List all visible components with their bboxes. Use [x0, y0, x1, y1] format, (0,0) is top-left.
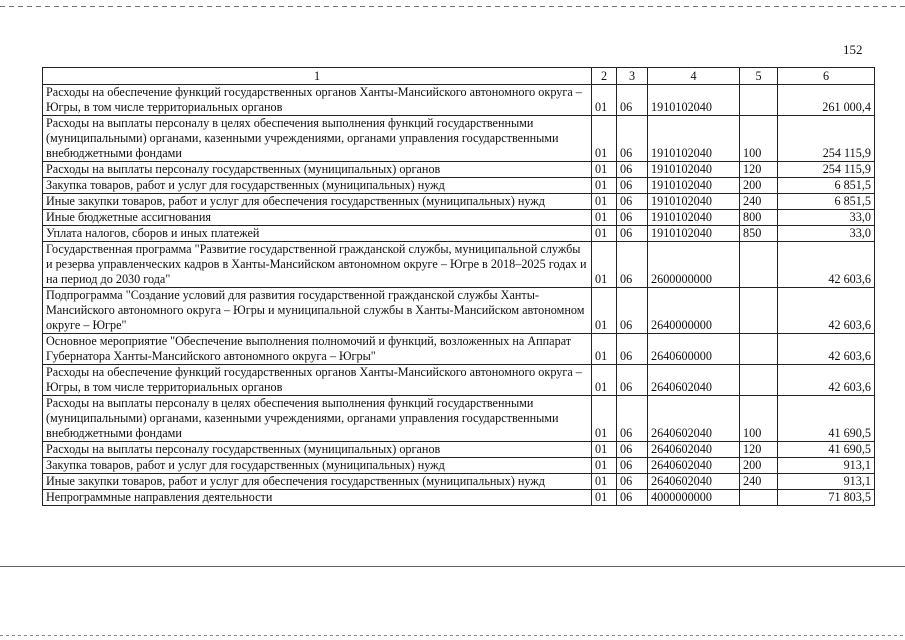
row-vr: 100 [740, 396, 778, 442]
row-razdel: 01 [592, 226, 617, 242]
row-razdel: 01 [592, 210, 617, 226]
row-name: Расходы на выплаты персоналу в целях обеспечения выполнения функций государственными (муниципальными) органами, казенными учреждениями, органами управления государственными внебюджетными фондами [43, 396, 592, 442]
table-row [43, 85, 875, 116]
row-name: Иные закупки товаров, работ и услуг для обеспечения государственных (муниципальных) нужд [43, 194, 592, 210]
table-row [43, 242, 875, 288]
row-vr: 200 [740, 178, 778, 194]
row-sum: 71 803,5 [778, 490, 875, 506]
row-csr: 1910102040 [648, 116, 740, 162]
row-razdel: 01 [592, 162, 617, 178]
row-sum: 6 851,5 [778, 178, 875, 194]
row-sum: 261 000,4 [778, 85, 875, 116]
row-vr [740, 288, 778, 334]
row-vr: 850 [740, 226, 778, 242]
header-col-4: 4 [648, 68, 740, 85]
table-row [43, 116, 875, 162]
row-podrazdel: 06 [617, 288, 648, 334]
row-sum: 42 603,6 [778, 365, 875, 396]
row-podrazdel: 06 [617, 194, 648, 210]
row-podrazdel: 06 [617, 474, 648, 490]
scan-edge-bottom-dotted [0, 635, 905, 636]
row-sum: 41 690,5 [778, 396, 875, 442]
row-name: Расходы на выплаты персоналу государственных (муниципальных) органов [43, 442, 592, 458]
table-row [43, 210, 875, 226]
row-vr [740, 365, 778, 396]
table-row [43, 474, 875, 490]
row-sum: 913,1 [778, 474, 875, 490]
table-row [43, 334, 875, 365]
row-csr: 2600000000 [648, 242, 740, 288]
row-sum: 254 115,9 [778, 116, 875, 162]
row-vr [740, 490, 778, 506]
header-col-2: 2 [592, 68, 617, 85]
row-name: Уплата налогов, сборов и иных платежей [43, 226, 592, 242]
row-name: Расходы на обеспечение функций государственных органов Ханты-Мансийского автономного округа – Югры, в том числе территориальных органов [43, 365, 592, 396]
row-vr [740, 85, 778, 116]
row-razdel: 01 [592, 365, 617, 396]
table-row [43, 365, 875, 396]
row-podrazdel: 06 [617, 162, 648, 178]
row-vr: 200 [740, 458, 778, 474]
row-razdel: 01 [592, 242, 617, 288]
table-row [43, 490, 875, 506]
table-row [43, 194, 875, 210]
row-sum: 913,1 [778, 458, 875, 474]
row-name: Закупка товаров, работ и услуг для государственных (муниципальных) нужд [43, 178, 592, 194]
row-razdel: 01 [592, 334, 617, 365]
row-razdel: 01 [592, 178, 617, 194]
row-csr: 2640600000 [648, 334, 740, 365]
table-row [43, 288, 875, 334]
row-name: Закупка товаров, работ и услуг для государственных (муниципальных) нужд [43, 458, 592, 474]
row-name: Основное мероприятие "Обеспечение выполнения полномочий и функций, возложенных на Аппарат Губернатора Ханты-Мансийского автономного округа – Югры" [43, 334, 592, 365]
row-sum: 33,0 [778, 210, 875, 226]
row-csr: 1910102040 [648, 226, 740, 242]
row-razdel: 01 [592, 458, 617, 474]
row-name: Непрограммные направления деятельности [43, 490, 592, 506]
row-razdel: 01 [592, 474, 617, 490]
row-vr [740, 242, 778, 288]
row-name: Расходы на выплаты персоналу в целях обеспечения выполнения функций государственными (муниципальными) органами, казенными учреждениями, органами управления государственными внебюджетными фондами [43, 116, 592, 162]
row-podrazdel: 06 [617, 116, 648, 162]
row-csr: 1910102040 [648, 178, 740, 194]
row-sum: 6 851,5 [778, 194, 875, 210]
table-body [43, 85, 875, 506]
row-podrazdel: 06 [617, 242, 648, 288]
budget-table [42, 67, 875, 506]
row-podrazdel: 06 [617, 442, 648, 458]
row-csr: 2640000000 [648, 288, 740, 334]
row-csr: 2640602040 [648, 474, 740, 490]
page-number: 152 [843, 42, 863, 57]
row-podrazdel: 06 [617, 458, 648, 474]
row-csr: 1910102040 [648, 210, 740, 226]
row-razdel: 01 [592, 490, 617, 506]
table-row [43, 458, 875, 474]
row-razdel: 01 [592, 396, 617, 442]
row-name: Расходы на обеспечение функций государственных органов Ханты-Мансийского автономного округа – Югры, в том числе территориальных органов [43, 85, 592, 116]
row-razdel: 01 [592, 288, 617, 334]
row-csr: 1910102040 [648, 194, 740, 210]
row-csr: 2640602040 [648, 365, 740, 396]
row-vr: 240 [740, 194, 778, 210]
row-csr: 2640602040 [648, 442, 740, 458]
row-razdel: 01 [592, 116, 617, 162]
row-razdel: 01 [592, 442, 617, 458]
row-vr: 100 [740, 116, 778, 162]
row-razdel: 01 [592, 194, 617, 210]
row-name: Расходы на выплаты персоналу государственных (муниципальных) органов [43, 162, 592, 178]
row-razdel: 01 [592, 85, 617, 116]
scan-edge-bottom [0, 566, 905, 567]
row-sum: 41 690,5 [778, 442, 875, 458]
row-podrazdel: 06 [617, 178, 648, 194]
row-csr: 2640602040 [648, 458, 740, 474]
row-vr: 120 [740, 162, 778, 178]
row-name: Подпрограмма "Создание условий для развития государственной гражданской службы Ханты-Мансийского автономного округа – Югры и муниципальной службы в Ханты-Мансийском автономном округе – Югре" [43, 288, 592, 334]
scan-edge-top [0, 6, 905, 7]
table-row [43, 442, 875, 458]
row-podrazdel: 06 [617, 396, 648, 442]
header-col-6: 6 [778, 68, 875, 85]
row-podrazdel: 06 [617, 490, 648, 506]
row-vr: 120 [740, 442, 778, 458]
header-col-5: 5 [740, 68, 778, 85]
row-sum: 42 603,6 [778, 288, 875, 334]
row-podrazdel: 06 [617, 210, 648, 226]
row-podrazdel: 06 [617, 226, 648, 242]
row-name: Иные закупки товаров, работ и услуг для обеспечения государственных (муниципальных) нужд [43, 474, 592, 490]
row-sum: 33,0 [778, 226, 875, 242]
row-podrazdel: 06 [617, 365, 648, 396]
row-vr [740, 334, 778, 365]
row-vr: 240 [740, 474, 778, 490]
row-name: Государственная программа "Развитие государственной гражданской службы, муниципальной службы и резерва управленческих кадров в Ханты-Мансийском автономном округе – Югре в 2018–2025 годах и на период до 2030 года" [43, 242, 592, 288]
row-csr: 1910102040 [648, 85, 740, 116]
row-sum: 42 603,6 [778, 334, 875, 365]
row-sum: 254 115,9 [778, 162, 875, 178]
row-podrazdel: 06 [617, 334, 648, 365]
row-csr: 2640602040 [648, 396, 740, 442]
row-vr: 800 [740, 210, 778, 226]
row-sum: 42 603,6 [778, 242, 875, 288]
table-row [43, 226, 875, 242]
header-col-3: 3 [617, 68, 648, 85]
row-csr: 4000000000 [648, 490, 740, 506]
table-row [43, 162, 875, 178]
header-row [43, 68, 875, 85]
header-col-1: 1 [43, 68, 592, 85]
row-csr: 1910102040 [648, 162, 740, 178]
row-podrazdel: 06 [617, 85, 648, 116]
table-header [43, 68, 875, 85]
table-row [43, 178, 875, 194]
row-name: Иные бюджетные ассигнования [43, 210, 592, 226]
table-row [43, 396, 875, 442]
